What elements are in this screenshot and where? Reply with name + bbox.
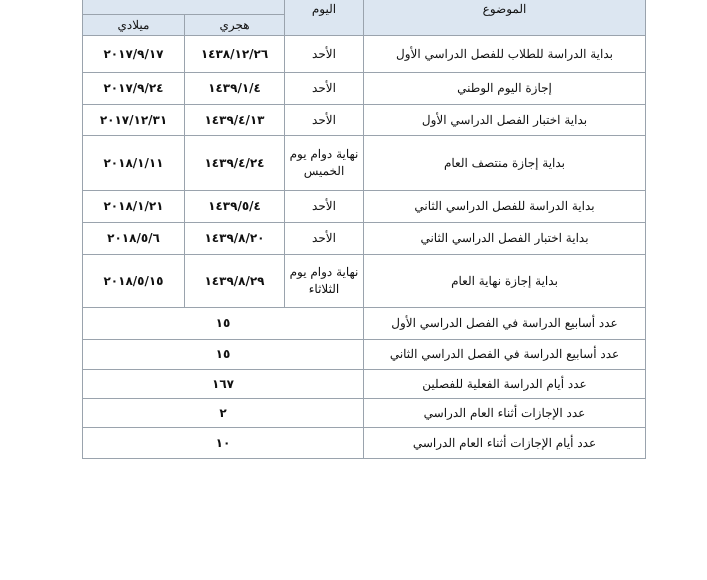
summary-row <box>83 370 646 399</box>
summary-value: ١٥ <box>83 308 364 340</box>
summary-label: عدد أيام الدراسة الفعلية للفصلين <box>364 370 646 399</box>
row-topic: إجازة اليوم الوطني <box>364 73 646 105</box>
row-hijri-date: ١٤٣٩/٨/٢٩ <box>185 255 285 308</box>
row-topic: بداية الدراسة للفصل الدراسي الثاني <box>364 191 646 223</box>
summary-value: ١٦٧ <box>83 370 364 399</box>
row-day: نهاية دوام يوم الثلاثاء <box>285 255 364 308</box>
row-topic: بداية اختبار الفصل الدراسي الثاني <box>364 223 646 255</box>
row-gregorian-date: ٢٠١٨/٥/٦ <box>83 223 185 255</box>
summary-label: عدد أيام الإجازات أثناء العام الدراسي <box>364 428 646 459</box>
summary-label: عدد أسابيع الدراسة في الفصل الدراسي الأول <box>364 308 646 340</box>
summary-value: ١٥ <box>83 340 364 370</box>
table-row <box>83 36 646 73</box>
row-topic: بداية الدراسة للطلاب للفصل الدراسي الأول <box>364 36 646 73</box>
row-gregorian-date: ٢٠١٨/١/١١ <box>83 136 185 191</box>
header-topic: الموضوع <box>364 0 646 36</box>
row-day: نهاية دوام يوم الخميس <box>285 136 364 191</box>
row-topic: بداية اختبار الفصل الدراسي الأول <box>364 105 646 136</box>
row-day: الأحد <box>285 191 364 223</box>
academic-calendar-table <box>82 0 646 459</box>
row-hijri-date: ١٤٣٨/١٢/٢٦ <box>185 36 285 73</box>
row-day: الأحد <box>285 36 364 73</box>
header-date-group <box>83 0 285 15</box>
row-gregorian-date: ٢٠١٨/١/٢١ <box>83 191 185 223</box>
row-gregorian-date: ٢٠١٨/٥/١٥ <box>83 255 185 308</box>
summary-row <box>83 399 646 428</box>
row-hijri-date: ١٤٣٩/٤/٢٤ <box>185 136 285 191</box>
row-topic: بداية إجازة منتصف العام <box>364 136 646 191</box>
row-day: الأحد <box>285 223 364 255</box>
row-hijri-date: ١٤٣٩/٨/٢٠ <box>185 223 285 255</box>
row-hijri-date: ١٤٣٩/١/٤ <box>185 73 285 105</box>
table-row <box>83 255 646 308</box>
header-hijri: هجري <box>185 15 285 36</box>
table-row <box>83 191 646 223</box>
row-hijri-date: ١٤٣٩/٤/١٣ <box>185 105 285 136</box>
row-hijri-date: ١٤٣٩/٥/٤ <box>185 191 285 223</box>
summary-row <box>83 340 646 370</box>
row-day: الأحد <box>285 73 364 105</box>
table-row <box>83 223 646 255</box>
summary-label: عدد الإجازات أثناء العام الدراسي <box>364 399 646 428</box>
row-gregorian-date: ٢٠١٧/١٢/٣١ <box>83 105 185 136</box>
summary-row <box>83 428 646 459</box>
row-topic: بداية إجازة نهاية العام <box>364 255 646 308</box>
header-day: اليوم <box>285 0 364 36</box>
table-row <box>83 136 646 191</box>
summary-row <box>83 308 646 340</box>
table-row <box>83 73 646 105</box>
row-day: الأحد <box>285 105 364 136</box>
row-gregorian-date: ٢٠١٧/٩/١٧ <box>83 36 185 73</box>
row-gregorian-date: ٢٠١٧/٩/٢٤ <box>83 73 185 105</box>
header-gregorian: ميلادي <box>83 15 185 36</box>
summary-value: ٢ <box>83 399 364 428</box>
summary-value: ١٠ <box>83 428 364 459</box>
summary-label: عدد أسابيع الدراسة في الفصل الدراسي الثاني <box>364 340 646 370</box>
table-row <box>83 105 646 136</box>
